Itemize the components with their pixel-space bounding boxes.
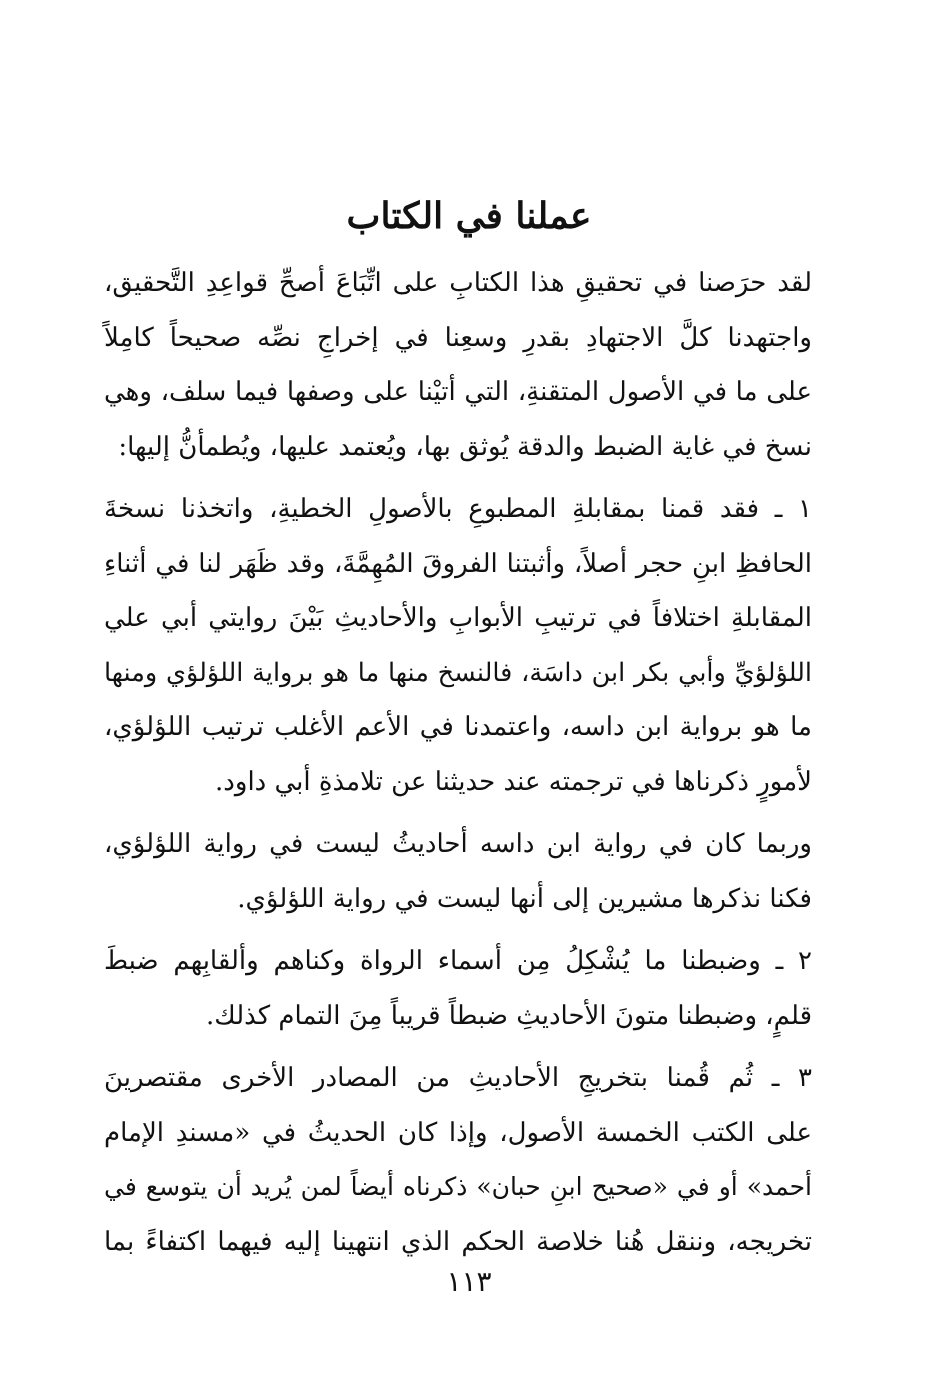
text-line: على الكتب الخمسة الأصول، وإذا كان الحديثُ في «مسندِ الإمام: [104, 1117, 812, 1148]
text-line: على ما في الأصول المتقنةِ، التي أتيْنا على وصفها فيما سلف، وهي: [104, 377, 812, 407]
text-line: ٣ ـ ثُم قُمنا بتخريجِ الأحاديثِ من المصادر الأخرى مقتصرينَ: [104, 1063, 812, 1093]
paragraph-intro: [104, 256, 812, 474]
text-line: وربما كان في رواية ابن داسه أحاديثُ ليست في رواية اللؤلؤي،: [104, 829, 812, 859]
text-line: لأمورٍ ذكرناها في ترجمته عند حديثنا عن تلامذةِ أبي داود.: [215, 766, 812, 797]
text-line: ٢ ـ وضبطنا ما يُشْكِلُ مِن أسماء الرواة وكناهم وألقابِهم ضبطَ: [104, 946, 812, 976]
page-title: عملنا في الكتاب: [346, 195, 592, 237]
paragraph-item-1: [104, 482, 812, 809]
paragraph-item-2: [104, 934, 812, 1043]
page-number: ١١٣: [446, 1265, 492, 1298]
body-text: [104, 256, 812, 1277]
paragraph-ibn-dasah-note: [104, 817, 812, 926]
text-line: فكنا نذكرها مشيرين إلى أنها ليست في رواية اللؤلؤي.: [237, 883, 812, 914]
text-line: ١ ـ فقد قمنا بمقابلةِ المطبوعِ بالأصولِ الخطيةِ، واتخذنا نسخةَ: [104, 494, 813, 524]
text-line: لقد حرَصنا في تحقيقِ هذا الكتابِ على اتِّبَاعَ أصحِّ قواعِدِ التَّحقيق،: [104, 268, 812, 298]
text-line: أحمد» أو في «صحيح ابنِ حبان» ذكرناه أيضاً لمن يُريد أن يتوسع في: [104, 1172, 812, 1201]
text-line: الحافظِ ابنِ حجر أصلاً، وأثبتنا الفروقَ المُهِمَّةَ، وقد ظَهَر لنا في أثناءِ: [104, 548, 812, 579]
text-line: نسخ في غاية الضبط والدقة يُوثق بها، ويُعتمد عليها، ويُطمأنُّ إليها:: [118, 431, 812, 462]
text-line: ما هو برواية ابن داسه، واعتمدنا في الأعم الأغلب ترتيب اللؤلؤي،: [104, 712, 812, 742]
text-line: قلمٍ، وضبطنا متونَ الأحاديثِ ضبطاً قريباً مِنَ التمام كذلك.: [206, 1000, 812, 1031]
text-line: المقابلةِ اختلافاً في ترتيبِ الأبوابِ والأحاديثِ بَيْنَ روايتي أبي علي: [104, 603, 812, 633]
paragraph-item-3: [104, 1051, 812, 1269]
text-line: اللؤلؤيِّ وأبي بكر ابن داسَة، فالنسخ منها ما هو برواية اللؤلؤي ومنها: [104, 657, 812, 688]
text-line: واجتهدنا كلَّ الاجتهادِ بقدرِ وسعِنا في إخراجِ نصِّه صحيحاً كامِلاً: [104, 322, 812, 353]
text-line: تخريجه، وننقل هُنا خلاصة الحكم الذي انتهينا إليه فيهما اكتفاءً بما: [104, 1226, 812, 1257]
